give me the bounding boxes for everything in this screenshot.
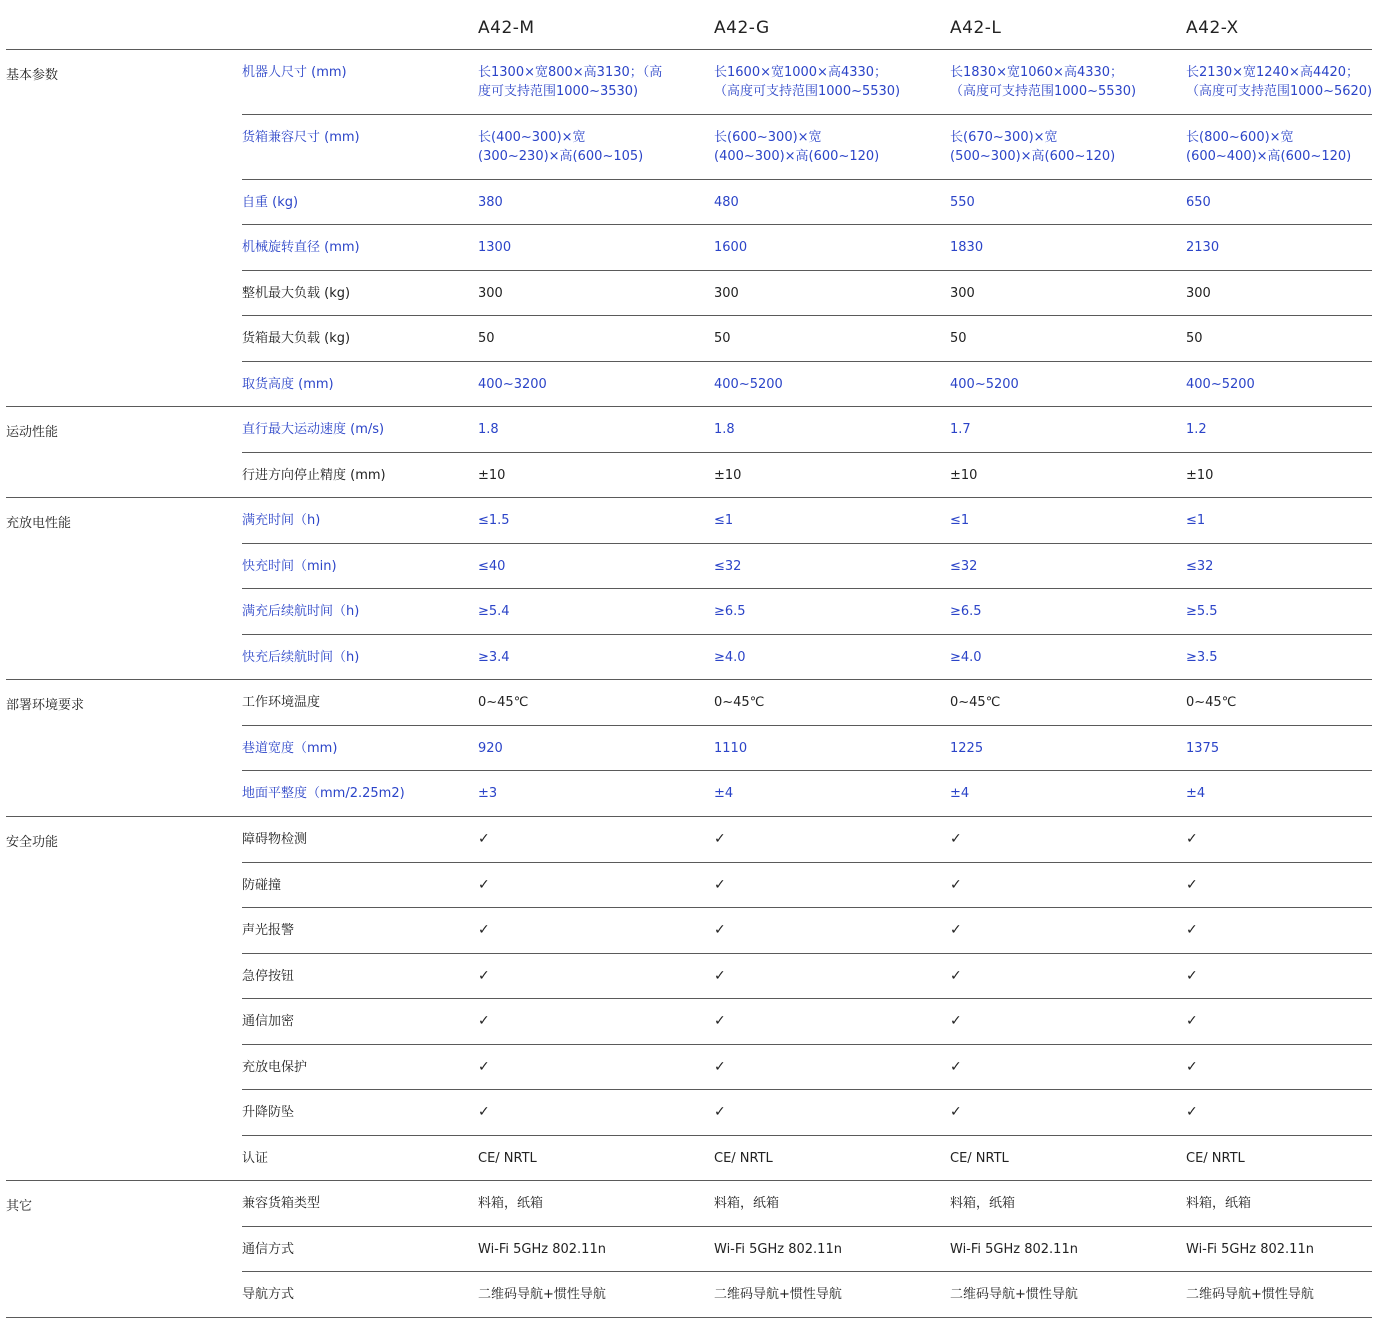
spec-value: 二维码导航+惯性导航 [1186,1287,1314,1302]
spec-value: ≥5.4 [478,604,510,619]
spec-value: Wi-Fi 5GHz 802.11n [714,1242,842,1257]
row-divider [242,543,1372,544]
spec-row-label: 急停按钮 [242,969,295,984]
spec-value: ±4 [714,786,734,801]
spec-value: ≤32 [950,559,978,574]
spec-value: ≤1 [1186,513,1206,528]
check-mark-icon: ✓ [1186,1013,1198,1029]
spec-value: ≥3.5 [1186,650,1218,665]
row-divider [242,634,1372,635]
group-divider [6,1317,1372,1318]
category-label: 安全功能 [6,835,59,850]
row-divider [242,862,1372,863]
spec-value: ≥4.0 [714,650,746,665]
row-divider [242,452,1372,453]
spec-value: 50 [1186,331,1203,346]
check-mark-icon: ✓ [1186,968,1198,984]
check-mark-icon: ✓ [1186,1059,1198,1075]
spec-row-label: 满充时间（h) [242,513,321,528]
row-divider [242,1226,1372,1227]
model-header-a42-m: A42-M [478,18,535,38]
spec-row-label: 满充后续航时间（h) [242,604,360,619]
spec-value: 0~45℃ [950,695,1001,710]
spec-value: 长2130×宽1240×高4420；（高度可支持范围1000~5620) [1186,65,1373,99]
check-mark-icon: ✓ [714,1059,726,1075]
spec-value: 料箱，纸箱 [1186,1196,1252,1211]
spec-value: ±10 [714,468,742,483]
group-divider [6,497,1372,498]
spec-row-label: 快充时间（min) [242,559,337,574]
spec-row-label: 通信方式 [242,1242,295,1257]
check-mark-icon: ✓ [714,1104,726,1120]
spec-value: ≤1 [714,513,734,528]
check-mark-icon: ✓ [1186,831,1198,847]
spec-value: 300 [714,286,739,301]
group-divider [6,1180,1372,1181]
check-mark-icon: ✓ [478,1013,490,1029]
category-label: 其它 [6,1199,33,1214]
row-divider [242,588,1372,589]
spec-value: 400~5200 [1186,377,1255,392]
row-divider [242,998,1372,999]
spec-value: 300 [1186,286,1211,301]
group-divider [6,816,1372,817]
spec-value: 1.7 [950,422,971,437]
spec-value: CE/ NRTL [950,1151,1009,1166]
spec-value: 2130 [1186,240,1220,255]
model-header-a42-x: A42-X [1186,18,1239,38]
spec-value: CE/ NRTL [1186,1151,1245,1166]
check-mark-icon: ✓ [714,877,726,893]
spec-value: 二维码导航+惯性导航 [478,1287,606,1302]
row-divider [242,725,1372,726]
spec-value: Wi-Fi 5GHz 802.11n [478,1242,606,1257]
check-mark-icon: ✓ [714,831,726,847]
spec-value: CE/ NRTL [714,1151,773,1166]
check-mark-icon: ✓ [478,831,490,847]
spec-value: 50 [950,331,967,346]
spec-value: CE/ NRTL [478,1151,537,1166]
spec-row-label: 通信加密 [242,1014,295,1029]
spec-value: 料箱，纸箱 [950,1196,1016,1211]
spec-row-label: 地面平整度（mm/2.25m2) [242,786,405,801]
spec-row-label: 充放电保护 [242,1060,308,1075]
row-divider [242,953,1372,954]
spec-value: ≥5.5 [1186,604,1218,619]
check-mark-icon: ✓ [478,877,490,893]
spec-value: 400~3200 [478,377,547,392]
spec-value: ±3 [478,786,498,801]
spec-value: 550 [950,195,975,210]
spec-value: ≥6.5 [714,604,746,619]
spec-value: ≤1.5 [478,513,510,528]
check-mark-icon: ✓ [1186,922,1198,938]
spec-value: 长1830×宽1060×高4330；（高度可支持范围1000~5530) [950,65,1137,99]
spec-value: ±4 [950,786,970,801]
spec-value: Wi-Fi 5GHz 802.11n [950,1242,1078,1257]
spec-value: 料箱，纸箱 [478,1196,544,1211]
spec-value: 480 [714,195,739,210]
check-mark-icon: ✓ [478,922,490,938]
check-mark-icon: ✓ [950,922,962,938]
spec-value: 长(800~600)×宽(600~400)×高(600~120) [1186,130,1352,164]
spec-value: 0~45℃ [478,695,529,710]
row-divider [242,1044,1372,1045]
spec-value: 1.2 [1186,422,1207,437]
row-divider [242,1271,1372,1272]
spec-value: 1830 [950,240,984,255]
spec-value: 300 [950,286,975,301]
spec-value: 长(400~300)×宽(300~230)×高(600~105) [478,130,644,164]
group-divider [6,679,1372,680]
check-mark-icon: ✓ [714,968,726,984]
spec-value: ≥6.5 [950,604,982,619]
spec-value: 50 [478,331,495,346]
category-label: 充放电性能 [6,516,72,531]
spec-value: 1600 [714,240,748,255]
check-mark-icon: ✓ [950,1104,962,1120]
spec-value: ≤40 [478,559,506,574]
check-mark-icon: ✓ [478,1104,490,1120]
spec-value: 长(670~300)×宽(500~300)×高(600~120) [950,130,1116,164]
check-mark-icon: ✓ [714,922,726,938]
spec-row-label: 自重 (kg) [242,195,299,210]
row-divider [242,270,1372,271]
spec-value: ≥3.4 [478,650,510,665]
check-mark-icon: ✓ [950,968,962,984]
spec-value: Wi-Fi 5GHz 802.11n [1186,1242,1314,1257]
spec-row-label: 防碰撞 [242,878,282,893]
spec-value: ≤32 [714,559,742,574]
spec-value: 380 [478,195,503,210]
spec-row-label: 取货高度 (mm) [242,377,334,392]
spec-value: 二维码导航+惯性导航 [950,1287,1078,1302]
row-divider [242,907,1372,908]
spec-value: 长(600~300)×宽(400~300)×高(600~120) [714,130,880,164]
spec-row-label: 直行最大运动速度 (m/s) [242,422,385,437]
model-header-a42-l: A42-L [950,18,1002,38]
spec-value: ±10 [950,468,978,483]
check-mark-icon: ✓ [478,1059,490,1075]
spec-value: 400~5200 [950,377,1019,392]
row-divider [242,224,1372,225]
spec-value: ≤32 [1186,559,1214,574]
spec-row-label: 货箱兼容尺寸 (mm) [242,130,360,145]
check-mark-icon: ✓ [1186,877,1198,893]
row-divider [242,114,1372,115]
spec-value: 1110 [714,741,748,756]
header-divider [6,49,1372,50]
category-label: 部署环境要求 [6,698,85,713]
spec-row-label: 巷道宽度（mm) [242,741,338,756]
spec-value: 50 [714,331,731,346]
row-divider [242,179,1372,180]
spec-value: ≥4.0 [950,650,982,665]
spec-value: ±10 [478,468,506,483]
spec-value: 1300 [478,240,512,255]
spec-value: 0~45℃ [1186,695,1237,710]
spec-value: 920 [478,741,503,756]
check-mark-icon: ✓ [950,1013,962,1029]
spec-value: 1375 [1186,741,1220,756]
spec-value: 300 [478,286,503,301]
spec-row-label: 认证 [242,1151,269,1166]
check-mark-icon: ✓ [1186,1104,1198,1120]
spec-row-label: 导航方式 [242,1287,295,1302]
row-divider [242,1089,1372,1090]
category-label: 运动性能 [6,425,59,440]
check-mark-icon: ✓ [950,831,962,847]
check-mark-icon: ✓ [950,1059,962,1075]
spec-value: 1.8 [714,422,735,437]
row-divider [242,770,1372,771]
spec-value: 1.8 [478,422,499,437]
spec-value: 长1600×宽1000×高4330；（高度可支持范围1000~5530) [714,65,901,99]
spec-value: 长1300×宽800×高3130；（高度可支持范围1000~3530) [478,65,663,99]
spec-value: ≤1 [950,513,970,528]
spec-row-label: 快充后续航时间（h) [242,650,360,665]
spec-row-label: 声光报警 [242,923,295,938]
spec-value: 1225 [950,741,984,756]
row-divider [242,315,1372,316]
group-divider [6,406,1372,407]
spec-value: 料箱，纸箱 [714,1196,780,1211]
spec-value: 0~45℃ [714,695,765,710]
check-mark-icon: ✓ [478,968,490,984]
row-divider [242,361,1372,362]
spec-row-label: 障碍物检测 [242,832,308,847]
category-label: 基本参数 [6,68,59,83]
spec-row-label: 工作环境温度 [242,695,321,710]
check-mark-icon: ✓ [950,877,962,893]
spec-value: 650 [1186,195,1211,210]
spec-row-label: 升降防坠 [242,1105,295,1120]
spec-row-label: 机器人尺寸 (mm) [242,65,347,80]
spec-value: 400~5200 [714,377,783,392]
spec-row-label: 整机最大负载 (kg) [242,286,351,301]
model-header-a42-g: A42-G [714,18,770,38]
spec-value: 二维码导航+惯性导航 [714,1287,842,1302]
spec-row-label: 行进方向停止精度 (mm) [242,468,386,483]
spec-row-label: 货箱最大负载 (kg) [242,331,351,346]
check-mark-icon: ✓ [714,1013,726,1029]
spec-row-label: 兼容货箱类型 [242,1196,321,1211]
row-divider [242,1135,1372,1136]
spec-row-label: 机械旋转直径 (mm) [242,240,360,255]
spec-value: ±4 [1186,786,1206,801]
spec-value: ±10 [1186,468,1214,483]
